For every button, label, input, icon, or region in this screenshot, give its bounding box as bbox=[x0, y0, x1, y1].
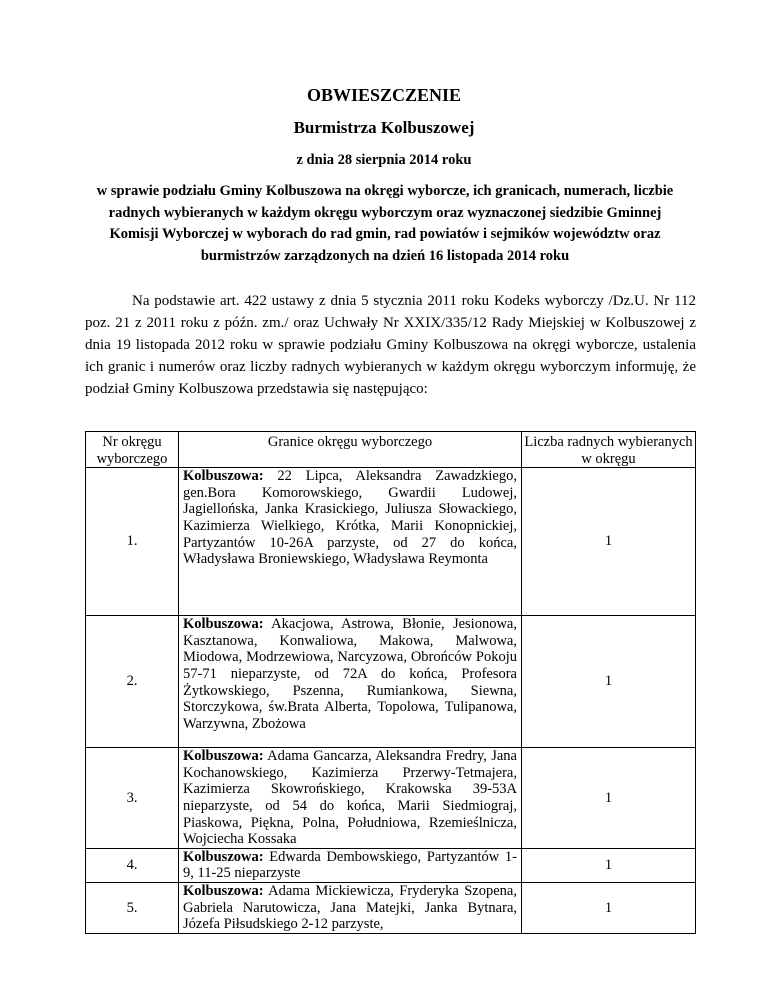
district-boundaries bbox=[179, 616, 522, 748]
district-streets: Akacjowa, Astrowa, Błonie, Jesionowa, Kasztanowa, Konwaliowa, Makowa, Malwowa, Miodowa, Modrzewiowa, Narcyzowa, Obrońców Pokoju 57-71 nieparzyste, od 72A do końca, Profesora Żytkowskiego, Pszenna, Rumiankowa, Siewna, Storczykowa, św.Brata Alberta, Topolowa, Tulipanowa, Warzywna, Zbożowa bbox=[183, 616, 517, 732]
header-councillor-count: Liczba radnych wybieranych w okręgu bbox=[522, 432, 696, 468]
table-row bbox=[86, 748, 696, 849]
document-subject: w sprawie podziału Gminy Kolbuszowa na okręgi wyborcze, ich granicach, numerach, liczbie radnych wybieranych w każdym okręgu wyborczym oraz wyznaczonej siedzibie Gminnej Komisji Wyborczej w wyborach do rad gmin, rad powiatów i sejmików województw oraz burmistrzów zarządzonych na dzień 16 listopada 2014 roku bbox=[96, 183, 674, 264]
district-number: 1. bbox=[86, 468, 179, 616]
intro-paragraph: Na podstawie art. 422 ustawy z dnia 5 stycznia 2011 roku Kodeks wyborczy /Dz.U. Nr 112 poz. 21 z 2011 roku z późn. zm./ oraz Uchwały Nr XXIX/335/12 Rady Miejskiej w Kolbuszowej z dnia 19 listopada 2012 roku w sprawie podziału Gminy Kolbuszowa na okręgi wyborcze, ustalenia ich granic i numerów oraz liczby radnych wybieranych w każdym okręgu wyborczym informuję, że podział Gminy Kolbuszowa przedstawia się następująco: bbox=[85, 293, 696, 397]
councillor-count: 1 bbox=[522, 748, 696, 849]
councillor-count: 1 bbox=[522, 468, 696, 616]
district-streets: 22 Lipca, Aleksandra Zawadzkiego, gen.Bora Komorowskiego, Gwardii Ludowej, Jagiellońska, Janka Krasickiego, Juliusza Słowackiego, Kazimierza Wielkiego, Krótka, Marii Konopnickiej, Partyzantów 10-26A parzyste, od 27 do końca, Władysława Broniewskiego, Władysława Reymonta bbox=[183, 468, 517, 568]
district-boundaries bbox=[179, 882, 522, 933]
councillor-count: 1 bbox=[522, 848, 696, 882]
header-district-number: Nr okręgu wyborczego bbox=[86, 432, 179, 468]
district-streets: Edwarda Dembowskiego, Partyzantów 1-9, 11-25 nieparzyste bbox=[183, 848, 517, 882]
table-row bbox=[86, 882, 696, 933]
district-number: 4. bbox=[86, 848, 179, 882]
district-boundaries bbox=[179, 848, 522, 882]
document-title: OBWIESZCZENIE bbox=[306, 85, 462, 105]
district-number: 3. bbox=[86, 748, 179, 849]
document-date: z dnia 28 sierpnia 2014 roku bbox=[296, 152, 472, 168]
district-boundaries bbox=[179, 468, 522, 616]
district-boundaries bbox=[179, 748, 522, 849]
table-row bbox=[86, 848, 696, 882]
district-town-label: Kolbuszowa: bbox=[183, 882, 264, 899]
district-streets: Adama Gancarza, Aleksandra Fredry, Jana Kochanowskiego, Kazimierza Przerwy-Tetmajera, Kazimierza Skowrońskiego, Krakowska 39-53A nieparzyste, od 54 do końca, Marii Siedmiograj, Piaskowa, Piękna, Polna, Południowa, Rzemieślnicza, Wojciecha Kossaka bbox=[183, 748, 517, 848]
table-row bbox=[86, 616, 696, 748]
document-issuer: Burmistrza Kolbuszowej bbox=[293, 118, 475, 137]
table-header-row bbox=[86, 432, 696, 468]
district-streets: Adama Mickiewicza, Fryderyka Szopena, Gabriela Narutowicza, Jana Matejki, Janka Bytnara, Józefa Piłsudskiego 2-12 parzyste, bbox=[183, 882, 517, 933]
councillor-count: 1 bbox=[522, 882, 696, 933]
district-number: 5. bbox=[86, 882, 179, 933]
table-row bbox=[86, 468, 696, 616]
header-district-boundaries: Granice okręgu wyborczego bbox=[179, 432, 522, 468]
district-town-label: Kolbuszowa: bbox=[183, 468, 264, 485]
district-town-label: Kolbuszowa: bbox=[183, 848, 264, 865]
district-town-label: Kolbuszowa: bbox=[183, 616, 264, 633]
districts-table bbox=[85, 431, 696, 934]
district-town-label: Kolbuszowa: bbox=[183, 748, 264, 765]
councillor-count: 1 bbox=[522, 616, 696, 748]
district-number: 2. bbox=[86, 616, 179, 748]
